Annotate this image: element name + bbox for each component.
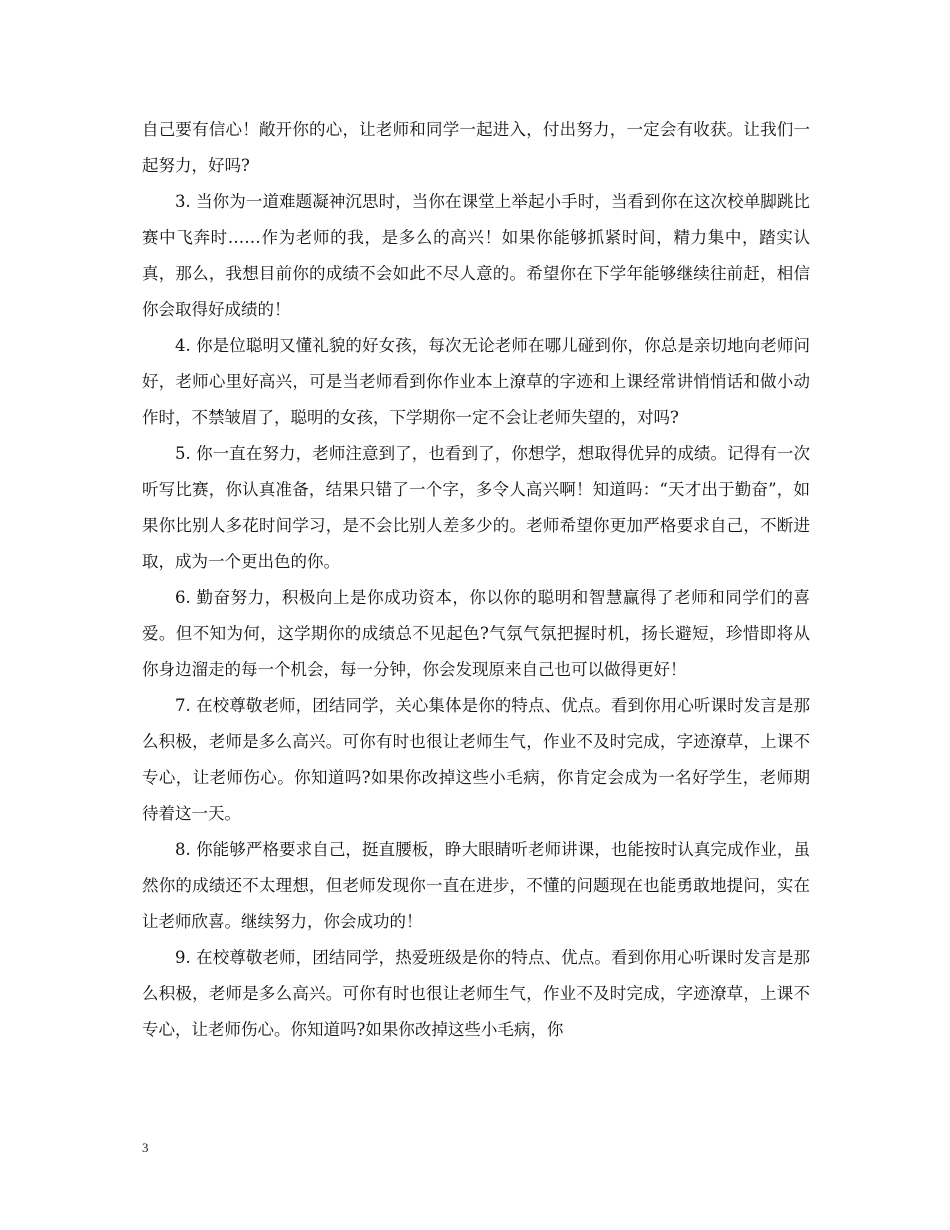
document-body <box>142 112 810 1048</box>
paragraph-continued: 自己要有信心！敞开你的心，让老师和同学一起进入，付出努力，一定会有收获。让我们一起努力，好吗? <box>142 120 810 175</box>
paragraph-item-3: 3. 当你为一道难题凝神沉思时，当你在课堂上举起小手时，当看到你在这次校单脚跳比赛中飞奔时……作为老师的我，是多么的高兴！如果你能够抓紧时间，精力集中，踏实认真，那么，我想目前你的成绩不会如此不尽人意的。希望你在下学年能够继续往前赶，相信你会取得好成绩的！ <box>142 192 810 319</box>
paragraph-item-7: 7. 在校尊敬老师，团结同学，关心集体是你的特点、优点。看到你用心听课时发言是那么积极，老师是多么高兴。可你有时也很让老师生气，作业不及时完成，字迹潦草，上课不专心，让老师伤心。你知道吗?如果你改掉这些小毛病，你肯定会成为一名好学生，老师期待着这一天。 <box>142 696 810 823</box>
page-number: 3 <box>142 1140 149 1155</box>
paragraph-item-8: 8. 你能够严格要求自己，挺直腰板，睁大眼睛听老师讲课，也能按时认真完成作业，虽然你的成绩还不太理想，但老师发现你一直在进步，不懂的问题现在也能勇敢地提问，实在让老师欣喜。继续努力，你会成功的！ <box>142 840 810 931</box>
paragraph-item-6: 6. 勤奋努力，积极向上是你成功资本，你以你的聪明和智慧赢得了老师和同学们的喜爱。但不知为何，这学期你的成绩总不见起色?气氛气氛把握时机，扬长避短，珍惜即将从你身边溜走的每一个机会，每一分钟，你会发现原来自己也可以做得更好！ <box>142 588 810 679</box>
paragraph-item-4: 4. 你是位聪明又懂礼貌的好女孩，每次无论老师在哪儿碰到你，你总是亲切地向老师问好，老师心里好高兴，可是当老师看到你作业本上潦草的字迹和上课经常讲悄悄话和做小动作时，不禁皱眉了，聪明的女孩，下学期你一定不会让老师失望的，对吗? <box>142 336 810 427</box>
paragraph-item-9: 9. 在校尊敬老师，团结同学，热爱班级是你的特点、优点。看到你用心听课时发言是那么积极，老师是多么高兴。可你有时也很让老师生气，作业不及时完成，字迹潦草，上课不专心，让老师伤心。你知道吗?如果你改掉这些小毛病，你 <box>142 948 810 1039</box>
paragraph-item-5: 5. 你一直在努力，老师注意到了，也看到了，你想学，想取得优异的成绩。记得有一次听写比赛，你认真准备，结果只错了一个字，多令人高兴啊！知道吗：“天才出于勤奋”，如果你比别人多花时间学习，是不会比别人差多少的。老师希望你更加严格要求自己，不断进取，成为一个更出色的你。 <box>142 444 810 571</box>
